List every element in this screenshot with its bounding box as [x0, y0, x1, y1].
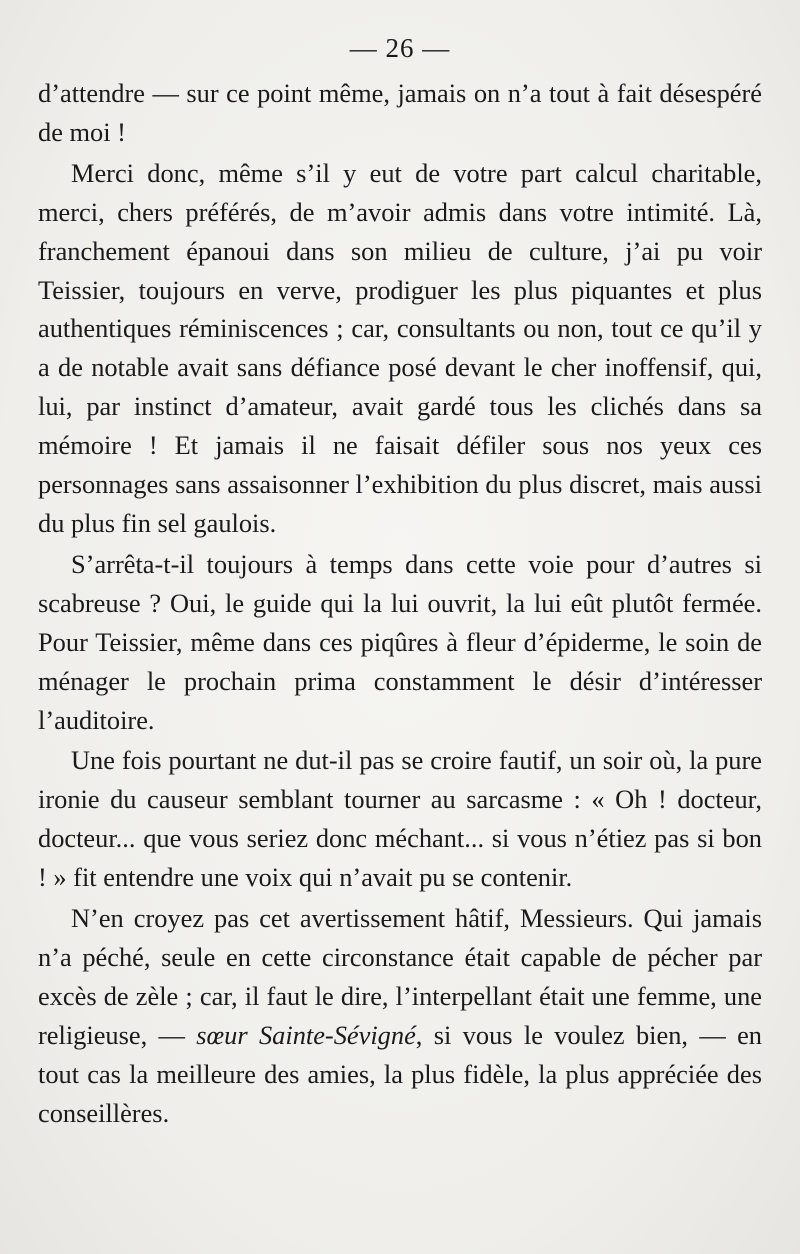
paragraph-1: d’attendre — sur ce point même, jamais on n’a tout à fait désespéré de moi ! — [38, 78, 762, 147]
paragraph-3: S’arrêta-t-il toujours à temps dans cette voie pour d’autres si scabreuse ? Oui, le guide qui la lui ouvrit, la lui eût plutôt fermée. Pour Teissier, même dans ces piqûres à fleur d’épiderme, le soin de ménager le prochain prima constamment le désir d’intéresser l’auditoire. — [38, 548, 762, 735]
paragraph-5-italic-name: sœur Sainte-Sévigné — [196, 1019, 416, 1050]
paragraph-5 — [38, 899, 762, 1132]
paragraph-2: Merci donc, même s’il y eut de votre part calcul charitable, merci, chers préférés, de m’avoir admis dans votre intimité. Là, franchement épanoui dans son milieu de culture, j’ai pu voir Teissier, toujours en verve, prodiguer les plus piquantes et plus authentiques réminiscences ; car, consultants ou non, tout ce qu’il y a de notable avait sans défiance posé devant le cher inoffensif, qui, lui, par instinct d’amateur, avait gardé tous les clichés dans sa mémoire ! Et jamais il ne faisait défiler sous nos yeux ces personnages sans assaisonner l’exhibition du plus discret, mais aussi du plus fin sel gaulois. — [38, 157, 762, 538]
page-body — [38, 74, 762, 1132]
paragraph-4: Une fois pourtant ne dut-il pas se croire fautif, un soir où, la pure ironie du causeur semblant tourner au sarcasme : « Oh ! docteur, docteur... que vous seriez donc méchant... si vous n’étiez pas si bon ! » fit entendre une voix qui n’avait pu se contenir. — [38, 745, 762, 893]
page-number: — 26 — — [349, 33, 451, 63]
paragraph-5-text-before: N’en croyez pas cet avertissement hâtif, Messieurs. Qui jamais n’a péché, seule en cette circonstance était capable de pécher par excès de zèle ; car, il faut le dire, l’interpellant était une femme, une religieuse, — — [38, 903, 762, 1050]
paragraph-5-text-after: , si vous le voulez bien, — en tout cas la meilleure des amies, la plus fidèle, la plus appréciée des conseillères. — [38, 1019, 762, 1128]
